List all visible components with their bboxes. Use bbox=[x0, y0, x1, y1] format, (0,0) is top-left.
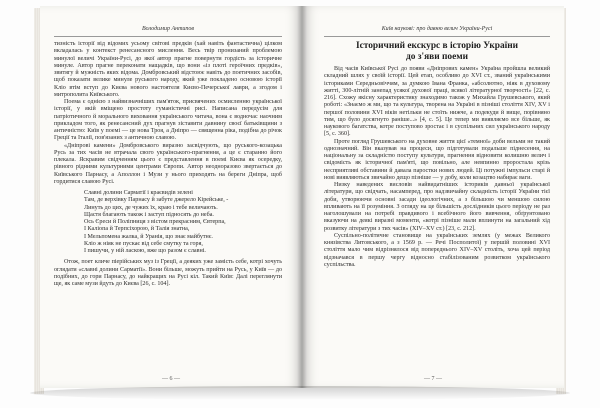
left-paragraph-3: «Дніпрові камени» Домбровського виразно засвідчують, що руського-козацька Русь за тих часів не втрачала свого українського-прагнення, а це є старанно його плекала. Яскравим свідченням цього є представлення в поемі Києва як осередку, рівного рідними культурними центрами Європи. Автор неодноразово звертається до Київського Парнасу, а Аполлон і Музи у нього приходять на береги Дніпра, щоб гордитися славою Русі. bbox=[54, 142, 282, 185]
left-paragraph-2: Поема є однією з найвизначніших пам'яток, присвячених осмисленню української історії, у якій вміщено простоту гуманістичні рисі. Написана передусім для патріотичного й морального виховання українського читача, вона є водночас наочним прикладом того, як ренесансний дух прагнув зіставити давнину своєї батьківщини з античністю: Київ у поемі — це нова Троя, а Дніпро — священна ріка, подібна до річок Греції та Італії, пов'язаних з античною славою. bbox=[54, 99, 282, 142]
poem-line: Славні долини Сарматії і краєвидів зелені bbox=[84, 190, 193, 196]
left-page-content bbox=[54, 20, 282, 288]
right-page-content bbox=[324, 20, 550, 269]
section-heading-line-1: Історичний екскурс в історію України bbox=[355, 41, 519, 51]
left-head-rule bbox=[54, 36, 282, 37]
left-paragraph-1: тизність історії від відомих усьому світові предків (хай навіть фантастична) цілком вкладалась у контекст ренесансного мислення. Весь твір пронизаний проблемою минулої величі України-Русі, до якої автор прагне повернути гордість за історичне минуле. Автор прагне переконати нащадків, що вони «із плоті героїчних предків», звитягу й мужність яких відома. Домбровський відстоює навіть до поетичних засобів, щоб показати велике минуле руського народу, який уже покладено основою історії Кліо втім вступ до Києва нового настоятеля Києво-Печерської лаври, а згодом і митрополита Київського. bbox=[54, 41, 282, 98]
poem-line: Линуть до цих, де чужих їх, краю і тебе величають. bbox=[84, 204, 218, 211]
poem-line: Кліо ж ніяк не пускає від себе смутку та горя, bbox=[84, 240, 203, 247]
section-heading bbox=[324, 41, 550, 62]
section-heading-line-2: до з'яви поеми bbox=[405, 51, 469, 62]
poem-line: Ось Єреси й Поліпниця з вістом прекрасним, Євтерпа, bbox=[84, 219, 226, 225]
right-page-number: — 7 — bbox=[424, 376, 442, 382]
right-paragraph-1: Від часів Київської Русі до появи «Дніпрових камен» Україна пройшла великий складний шлях у своїй історії. Цей етап, особливо до XVI ст., званий українськими істориками Середньовіччям, за думкою Івана Франка, «абсолютно, ніяк в духовому житті, 300-літній занепад усякої духової праці, всякої літературної творчості» [22, с. 216]. Схожу якісну характеристику знаходимо також у Михайла Грушевського, який роботі: «Знаємо ж ми, що та культура, творена на Україні в пізніші століття XIV, XV і першої половини XVI віків нетільки не стоїть нижче, а подекуди й вище, порівняно тим, що було досягнуто раніше...» [4, с. 5]. Це тепер ми виявляємо все більше, як наукового багатства, котре поступово зростає і в суспільних сил українського народу [5, с. 360]. bbox=[324, 66, 550, 138]
book-shadow bbox=[30, 386, 570, 400]
right-paragraph-3: Низку наведених висловів найвидатніших істориків давньої української літератури, що свідчать, насамперед, про надзвичайну складність історії України тієї доби, утворюючи основні засади ідеологічних, а з більшою чи меншою силою впливають на її розуміння. З огляду на це більшість дослідників цього періоду не раз наголошували на потребі правдивого і всебічного його вивчення, обґрунтовано вказуючи на деякі виразні моменти, «котрі пізніше мали вплинути на загальний хід розвитку літератури з тих часів» (XIV–XV ст.) [23, с. 212]. bbox=[324, 182, 550, 232]
poem-line: І пишучи, у ній ласкою, вже що разом є славні. bbox=[84, 248, 206, 254]
left-running-head: Володимир Антипов bbox=[141, 26, 195, 32]
left-paragraph-4: Отож, поет кличе піерійських муз із Греції, а деяких уже замість себе, котрі хочуть оглядати «славні долини Сарматії». Вони більше, можуть прийти на Русь, у Київ — до подібних, до гори Парнасу, до найкращих на Русі кіл. Такий Київ: Далі переглянути ще, як саме музи йдуть до Києва [26, с. 104]. bbox=[54, 259, 282, 287]
poem-line: Щастя благають також і заступ підносять до неба. bbox=[84, 211, 214, 218]
right-head-rule bbox=[324, 36, 550, 37]
poem-excerpt bbox=[84, 190, 282, 255]
poem-line: Там, де верхівку Парнасу й забуте джерело Кірейське, - bbox=[84, 197, 229, 204]
left-page-number: — 6 — bbox=[162, 376, 180, 382]
right-running-head: Київ наукові: про давню велич України-Русі bbox=[381, 26, 493, 32]
right-paragraph-2: Проте погляд Грушевського на духовне життя цієї «темної» доби вельми не такий однозначний. Він вказував на процеси, що підготували подальше піднесення, на національну за складністю поступу культури, прагнення відновити колишню велич і свідомість як історичної пам'яті, що повільно, але невпинно проростала крізь несприятливі обставини й давала паростки нових людей. Ці потужні імпульси старі й нові виявляються звичайно дещо пізніше — у добу, коли козацтво набирає ваги. bbox=[324, 138, 550, 181]
right-page bbox=[302, 6, 564, 388]
poem-line: І Каліопа й Терпсіхорою, й Талія знатна, bbox=[84, 226, 190, 233]
right-paragraph-4: Суспільно-політичне становище на українських землях (у межах Великого князівства Литовського, а з 1569 р. — Речі Посполитої) у першій половині XVI століття мало чим відрізнялося від попереднього XIV–XV століть, хоча цей період відзначався в першу чергу відносно стабілізованим розвитком українського суспільства. bbox=[324, 232, 550, 268]
poem-line: І Мельпомена жалка, й Уранія, що знає майбутнє. bbox=[84, 233, 213, 240]
book-gutter bbox=[297, 6, 307, 388]
left-page bbox=[40, 6, 302, 388]
